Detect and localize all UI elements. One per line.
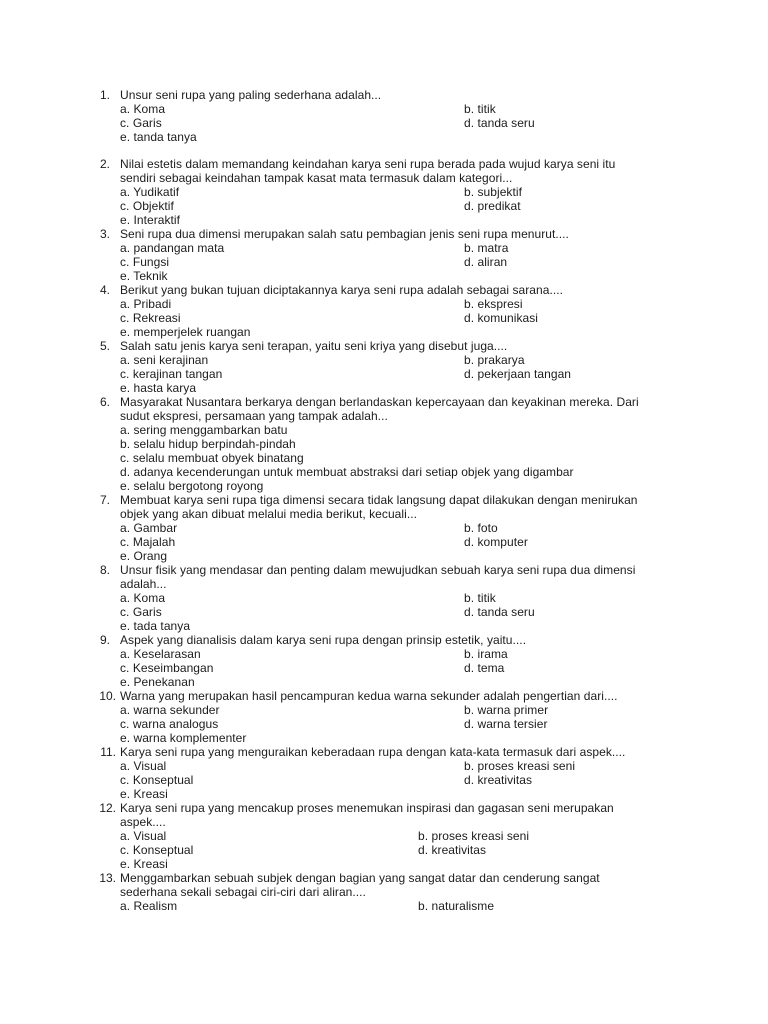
question-number: 12. (99, 801, 116, 815)
option-e: e. Orang (120, 549, 168, 563)
question-number: 7. (99, 493, 110, 507)
option-e: e. Kreasi (120, 787, 168, 801)
option-c: c. Keseimbangan (120, 661, 214, 675)
option-d: d. kreativitas (464, 773, 533, 787)
option-d: d. adanya kecenderungan untuk membuat abstraksi dari setiap objek yang digambar (120, 465, 574, 479)
option-d: d. warna tersier (464, 717, 548, 731)
question-number: 10. (99, 689, 116, 703)
option-a: a. Koma (120, 591, 166, 605)
question-text: Menggambarkan sebuah subjek dengan bagian yang sangat datar dan cenderung sangat (120, 871, 600, 885)
question-text: Masyarakat Nusantara berkarya dengan berlandaskan kepercayaan dan keyakinan mereka. Dari (120, 395, 639, 409)
option-b: b. prakarya (464, 353, 525, 367)
question-text: Karya seni rupa yang menguraikan keberadaan rupa dengan kata-kata termasuk dari aspek.... (120, 745, 626, 759)
option-b: b. titik (464, 591, 496, 605)
option-a: a. Keselarasan (120, 647, 201, 661)
option-c: c. Majalah (120, 535, 176, 549)
option-c: c. Garis (120, 605, 162, 619)
option-b: b. ekspresi (464, 297, 523, 311)
option-a: a. seni kerajinan (120, 353, 209, 367)
option-e: e. Interaktif (120, 213, 181, 227)
question-text: sendiri sebagai keindahan tampak kasat mata termasuk dalam kategori... (120, 171, 513, 185)
option-a: a. Gambar (120, 521, 178, 535)
question-text: Karya seni rupa yang mencakup proses menemukan inspirasi dan gagasan seni merupakan (120, 801, 614, 815)
question-text: Seni rupa dua dimensi merupakan salah satu pembagian jenis seni rupa menurut.... (120, 227, 569, 241)
question-text: Berikut yang bukan tujuan diciptakannya karya seni rupa adalah sebagai sarana.... (120, 283, 564, 297)
option-e: e. Teknik (120, 269, 168, 283)
option-a: a. warna sekunder (120, 703, 220, 717)
option-d: d. predikat (464, 199, 521, 213)
option-c: c. Rekreasi (120, 311, 181, 325)
question-text: Unsur seni rupa yang paling sederhana adalah... (120, 88, 382, 102)
option-a: a. sering menggambarkan batu (120, 423, 288, 437)
question-text: adalah... (120, 577, 167, 591)
question-text: Membuat karya seni rupa tiga dimensi secara tidak langsung dapat dilakukan dengan menirukan (120, 493, 638, 507)
option-e: e. tada tanya (120, 619, 191, 633)
option-b: b. subjektif (464, 185, 522, 199)
question-number: 6. (99, 395, 110, 409)
option-a: a. Koma (120, 102, 166, 116)
option-c: c. warna analogus (120, 717, 219, 731)
option-b: b. matra (464, 241, 509, 255)
option-d: d. tanda seru (464, 116, 535, 130)
option-d: d. kreativitas (418, 843, 487, 857)
question-number: 11. (100, 745, 116, 759)
option-d: d. komputer (464, 535, 528, 549)
question-number: 4. (99, 283, 110, 297)
option-b: b. warna primer (464, 703, 549, 717)
question-text: Nilai estetis dalam memandang keindahan karya seni rupa berada pada wujud karya seni itu (120, 157, 616, 171)
question-number: 8. (99, 563, 110, 577)
question-number: 13. (99, 871, 116, 885)
option-d: d. komunikasi (464, 311, 539, 325)
option-c: c. Fungsi (120, 255, 170, 269)
option-d: d. tanda seru (464, 605, 535, 619)
option-c: c. selalu membuat obyek binatang (120, 451, 304, 465)
option-e: e. memperjelek ruangan (120, 325, 251, 339)
option-e: e. tanda tanya (120, 130, 197, 144)
option-d: d. tema (464, 661, 505, 675)
option-e: e. Kreasi (120, 857, 168, 871)
question-number: 5. (99, 339, 110, 353)
question-text: Salah satu jenis karya seni terapan, yaitu seni kriya yang disebut juga.... (120, 339, 508, 353)
option-b: b. proses kreasi seni (464, 759, 576, 773)
option-c: c. Konseptual (120, 843, 194, 857)
option-a: a. Pribadi (120, 297, 172, 311)
option-b: b. irama (464, 647, 508, 661)
option-d: d. aliran (464, 255, 508, 269)
option-c: c. Konseptual (120, 773, 194, 787)
option-a: a. Yudikatif (120, 185, 180, 199)
option-a: a. Realism (120, 899, 178, 913)
option-a: a. Visual (120, 759, 167, 773)
option-b: b. titik (464, 102, 496, 116)
question-number: 9. (99, 633, 110, 647)
option-a: a. pandangan mata (120, 241, 225, 255)
option-e: e. Penekanan (120, 675, 195, 689)
question-text: objek yang akan dibuat melalui media berikut, kecuali... (120, 507, 417, 521)
option-b: b. selalu hidup berpindah-pindah (120, 437, 296, 451)
option-b: b. proses kreasi seni (418, 829, 530, 843)
option-b: b. naturalisme (418, 899, 495, 913)
question-text: aspek.... (120, 815, 166, 829)
question-text: Aspek yang dianalisis dalam karya seni rupa dengan prinsip estetik, yaitu.... (120, 633, 527, 647)
option-e: e. selalu bergotong royong (120, 479, 264, 493)
option-d: d. pekerjaan tangan (464, 367, 572, 381)
question-number: 1. (99, 88, 110, 102)
option-c: c. kerajinan tangan (120, 367, 223, 381)
option-e: e. warna komplementer (120, 731, 247, 745)
question-text: sudut ekspresi, persamaan yang tampak adalah... (120, 409, 388, 423)
option-c: c. Garis (120, 116, 162, 130)
option-b: b. foto (464, 521, 498, 535)
option-a: a. Visual (120, 829, 167, 843)
question-text: Warna yang merupakan hasil pencampuran kedua warna sekunder adalah pengertian dari.... (120, 689, 618, 703)
question-text: Unsur fisik yang mendasar dan penting dalam mewujudkan sebuah karya seni rupa dua dimensi (120, 563, 636, 577)
question-number: 3. (99, 227, 110, 241)
question-text: sederhana sekali sebagai ciri-ciri dari aliran.... (120, 885, 366, 899)
question-number: 2. (99, 157, 110, 171)
option-e: e. hasta karya (120, 381, 197, 395)
option-c: c. Objektif (120, 199, 174, 213)
